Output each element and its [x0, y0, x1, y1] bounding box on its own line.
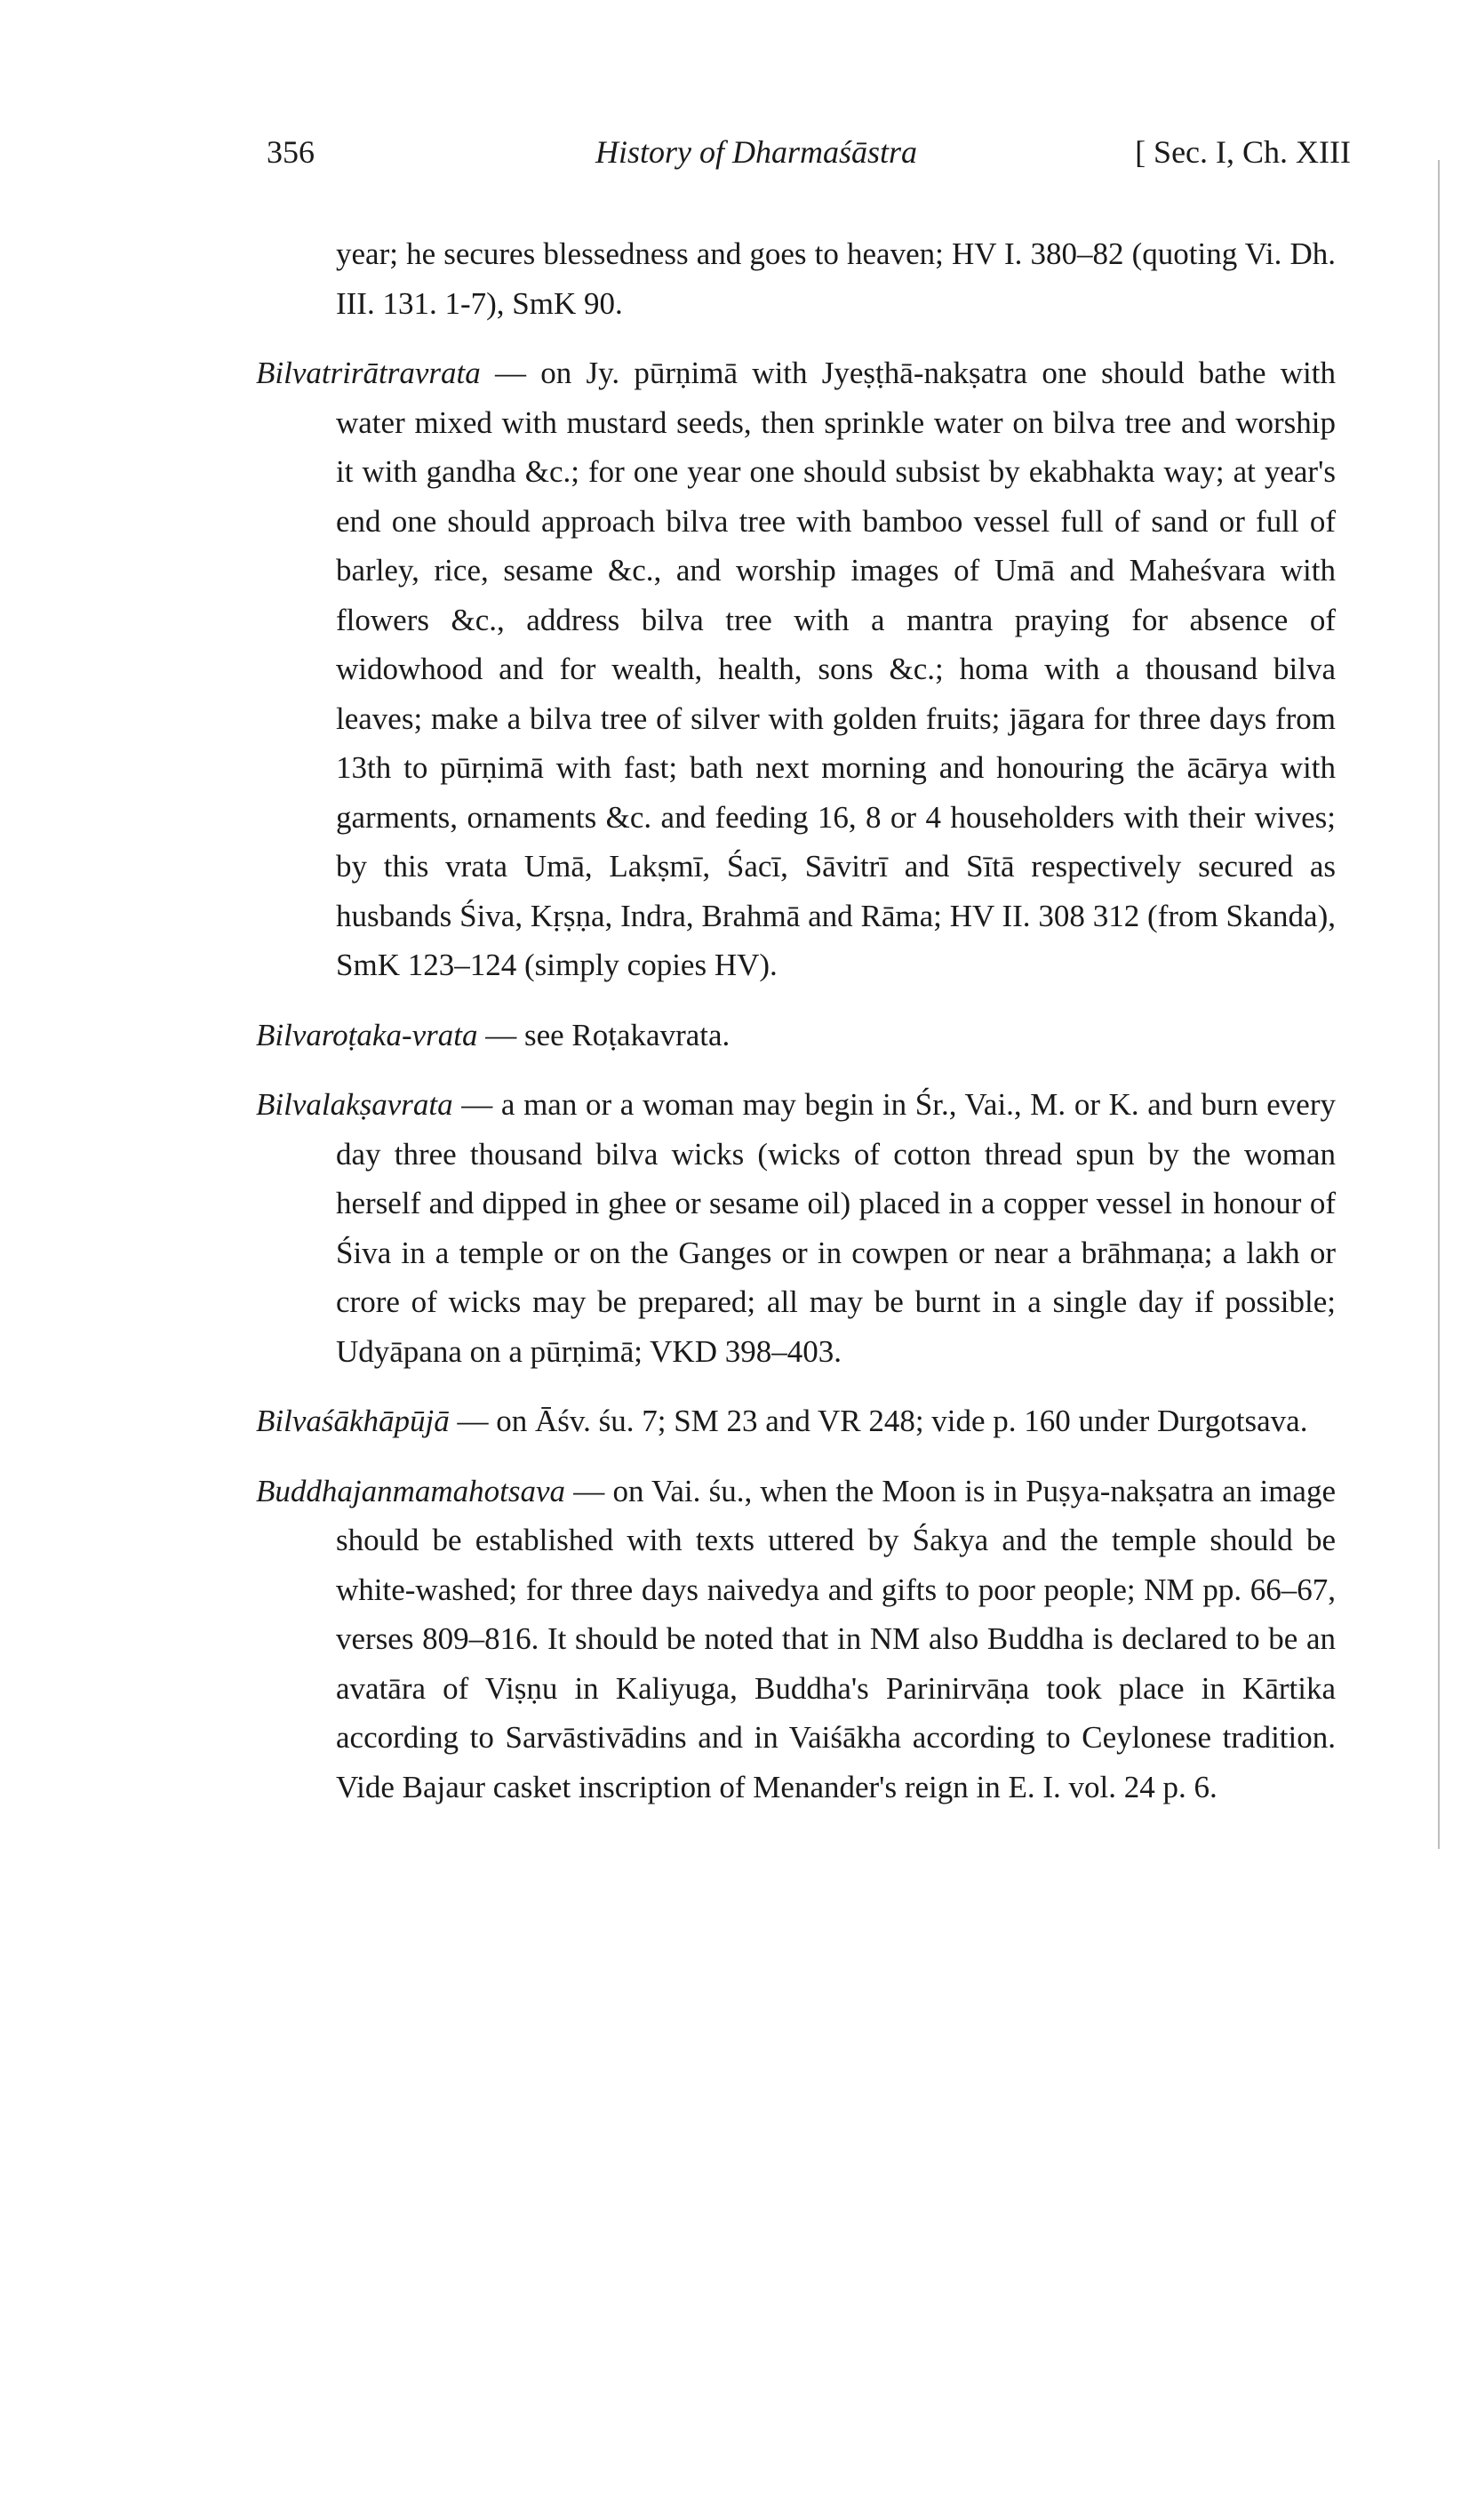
- entry-text: — on Āśv. śu. 7; SM 23 and VR 248; vide p. 160 under Durgotsava.: [449, 1404, 1308, 1438]
- entry-text: — see Roṭakavrata.: [477, 1017, 731, 1052]
- entry-continuation: [256, 229, 1336, 328]
- entry-text: — on Vai. śu., when the Moon is in Puṣya-nakṣatra an image should be established with texts uttered by Śakya and the temple should be white-washed; for three days naivedya and gifts to poor people; NM pp. 66–67, verses 809–816. It should be noted that in NM also Buddha is declared to be an avatāra of Viṣṇu in Kaliyuga, Buddha's Parinirvāṇa took place in Kārtika according to Sarvāstivādins and in Vaiśākha according to Ceylonese tradition. Vide Bajaur casket inscription of Menander's reign in E. I. vol. 24 p. 6.: [336, 1473, 1336, 1804]
- running-title: History of Dharmaśāstra: [595, 134, 918, 170]
- entries-body: [256, 229, 1336, 1832]
- page-number: 356: [267, 134, 315, 170]
- entry-headword: Bilvatrirātravrata: [256, 356, 481, 390]
- entry-bilvasakhapuja: [256, 1396, 1336, 1446]
- entry-headword: Buddhajanmamahotsava: [256, 1473, 566, 1508]
- entry-bilvalaksavrata: [256, 1080, 1336, 1376]
- entry-headword: Bilvaśākhāpūjā: [256, 1404, 450, 1438]
- entry-headword: Bilvalakṣavrata: [256, 1087, 453, 1122]
- entry-text: — on Jy. pūrṇimā with Jyeṣṭhā-nakṣatra one should bathe with water mixed with mustard seeds, then sprinkle water on bilva tree and worship it with gandha &c.; for one year one should subsist by ekabhakta way; at year's end one should approach bilva tree with bamboo vessel full of sand or full of barley, rice, sesame &c., and worship images of Umā and Maheśvara with flowers &c., address bilva tree with a mantra praying for absence of widowhood and for wealth, health, sons &c.; homa with a thousand bilva leaves; make a bilva tree of silver with golden fruits; jāgara for three days from 13th to pūrṇimā with fast; bath next morning and honouring the ācārya with garments, ornaments &c. and feeding 16, 8 or 4 householders with their wives; by this vrata Umā, Lakṣmī, Śacī, Sāvitrī and Sītā respectively secured as husbands Śiva, Kṛṣṇa, Indra, Brahmā and Rāma; HV II. 308 312 (from Skanda), SmK 123–124 (simply copies HV).: [336, 356, 1336, 982]
- entry-buddhajanmamahotsava: [256, 1467, 1336, 1812]
- entry-text: year; he secures blessedness and goes to heaven; HV I. 380–82 (quoting Vi. Dh. III. 131. 1-7), SmK 90.: [336, 236, 1336, 321]
- entry-headword: Bilvaroṭaka-vrata: [256, 1017, 478, 1052]
- entry-text: — a man or a woman may begin in Śr., Vai., M. or K. and burn every day three thousand bilva wicks (wicks of cotton thread spun by the woman herself and dipped in ghee or sesame oil) placed in a copper vessel in honour of Śiva in a temple or on the Ganges or in cowpen or near a brāhmaṇa; a lakh or crore of wicks may be prepared; all may be burnt in a single day if possible; Udyāpana on a pūrṇimā; VKD 398–403.: [336, 1087, 1336, 1369]
- margin-rule: [1438, 160, 1440, 1849]
- entry-bilvatriratravrata: [256, 348, 1336, 990]
- section-reference: [ Sec. I, Ch. XIII: [1135, 134, 1351, 170]
- page-header: [267, 133, 1351, 187]
- entry-bilvarotaka-vrata: [256, 1011, 1336, 1060]
